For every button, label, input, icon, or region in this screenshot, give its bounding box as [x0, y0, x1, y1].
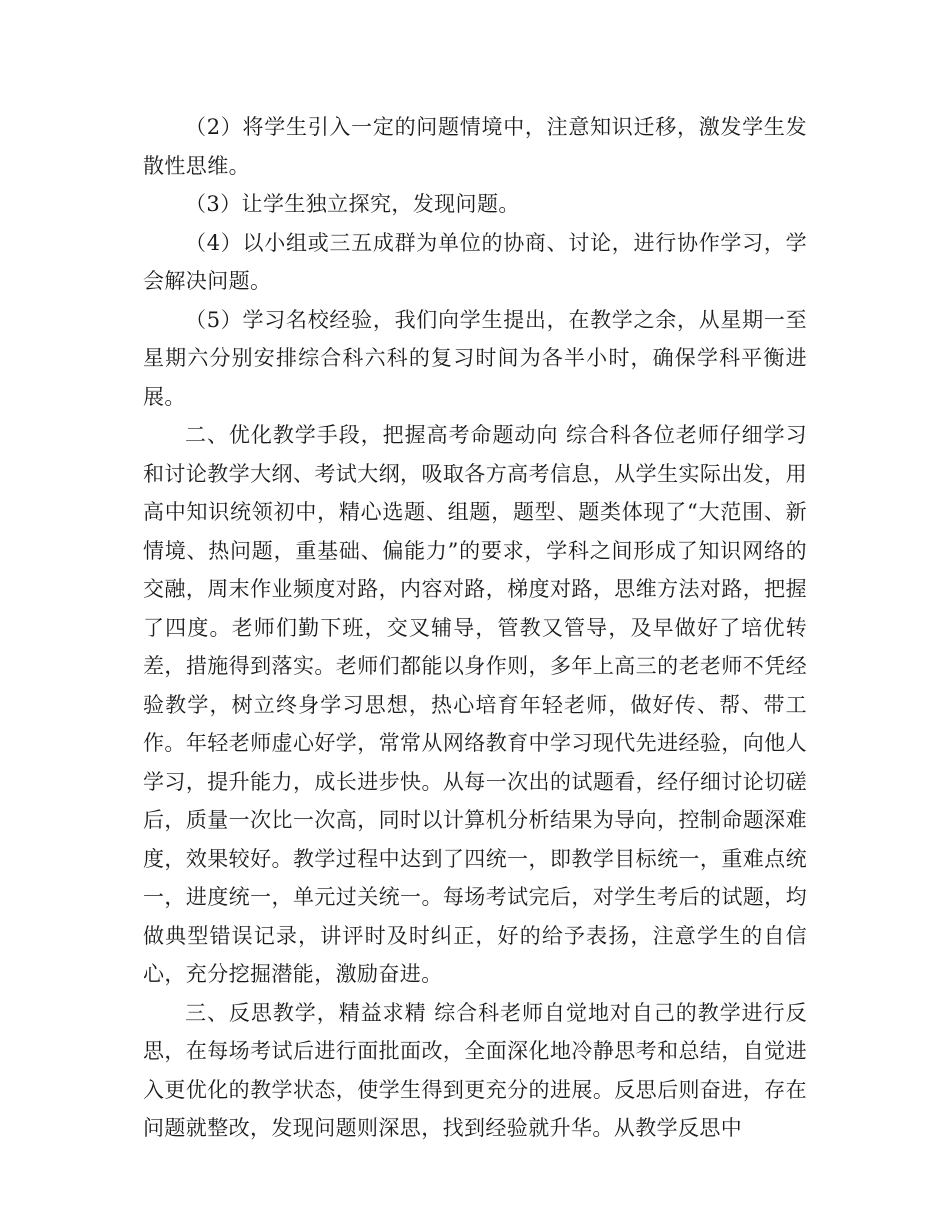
paragraph-item-4: （4）以小组或三五成群为单位的协商、讨论，进行协作学习，学会解决问题。 — [143, 230, 807, 293]
paragraph-section-2: 二、优化教学手段，把握高考命题动向 综合科各位老师仔细学习和讨论教学大纲、考试大纲，吸取各方高考信息，从学生实际出发，用高中知识统领初中，精心选题、组题，题型、题类体现了“大范围、新情境、热问题，重基础、偏能力”的要求，学科之间形成了知识网络的交融，周末作业频度对路，内容对路，梯度对路，思维方法对路，把握了四度。老师们勤下班，交叉辅导，管教又管导，及早做好了培优转差，措施得到落实。老师们都能以身作则，多年上高三的老老师不凭经验教学，树立终身学习思想，热心培育年轻老师，做好传、帮、带工作。年轻老师虚心好学，常常从网络教育中学习现代先进经验，向他人学习，提升能力，成长进步快。从每一次出的试题看，经仔细讨论切磋后，质量一次比一次高，同时以计算机分析结果为导向，控制命题深难度，效果较好。教学过程中达到了四统一，即教学目标统一，重难点统一，进度统一，单元过关统一。每场考试完后，对学生考后的试题，均做典型错误记录，讲评时及时纠正，好的给予表扬，注意学生的自信心，充分挖掘潜能，激励奋进。 — [143, 423, 807, 986]
paragraph-section-3: 三、反思教学，精益求精 综合科老师自觉地对自己的教学进行反思，在每场考试后进行面批面改，全面深化地冷静思考和总结，自觉进入更优化的教学状态，使学生得到更充分的进展。反思后则奋进，存在问题就整改，发现问题则深思，找到经验就升华。从教学反思中 — [143, 1000, 807, 1140]
document-body — [143, 108, 807, 1148]
paragraph-item-3: （3）让学生独立探究，发现问题。 — [185, 192, 520, 216]
paragraph-item-2: （2）将学生引入一定的问题情境中，注意知识迁移，激发学生发散性思维。 — [143, 115, 807, 178]
paragraph-item-5: （5）学习名校经验，我们向学生提出，在教学之余，从星期一至星期六分别安排综合科六科的复习时间为各半小时，确保学科平衡进展。 — [143, 307, 807, 409]
